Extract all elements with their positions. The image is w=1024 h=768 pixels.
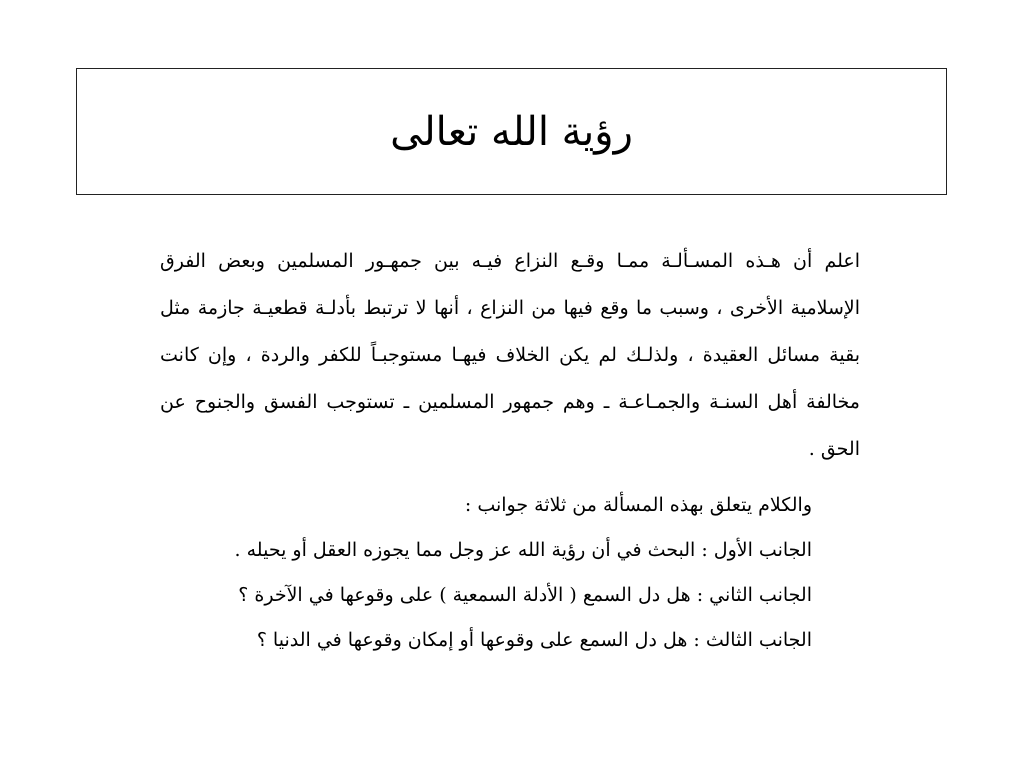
aspect-second: الجانب الثاني : هل دل السمع ( الأدلة السمعية ) على وقوعها في الآخرة ؟ [238,584,812,606]
slide-title: رؤية الله تعالى [390,108,633,155]
slide-title-box [76,68,947,195]
aspect-third: الجانب الثالث : هل دل السمع على وقوعها أو إمكان وقوعها في الدنيا ؟ [256,629,812,651]
aspects-list [150,483,812,663]
aspects-intro-line: والكلام يتعلق بهذه المسألة من ثلاثة جوانب : [464,494,812,516]
intro-paragraph: اعلم أن هـذه المسـألـة ممـا وقـع النزاع فيـه بين جمهـور المسلمين وبعض الفرق الإسلامية الأخرى ، وسبب ما وقع فيها من النزاع ، أنها لا ترتبط بأدلـة قطعيـة جازمة مثل بقية مسائل العقيدة ، ولذلـك لم يكن الخلاف فيهـا مستوجبـاً للكفر والردة ، وإن كانت مخالفة أهل السنـة والجمـاعـة ـ وهم جمهور المسلمين ـ تستوجب الفسق والجنوح عن الحق . [160,250,860,460]
aspect-first: الجانب الأول : البحث في أن رؤية الله عز وجل مما يجوزه العقل أو يحيله . [234,539,812,561]
